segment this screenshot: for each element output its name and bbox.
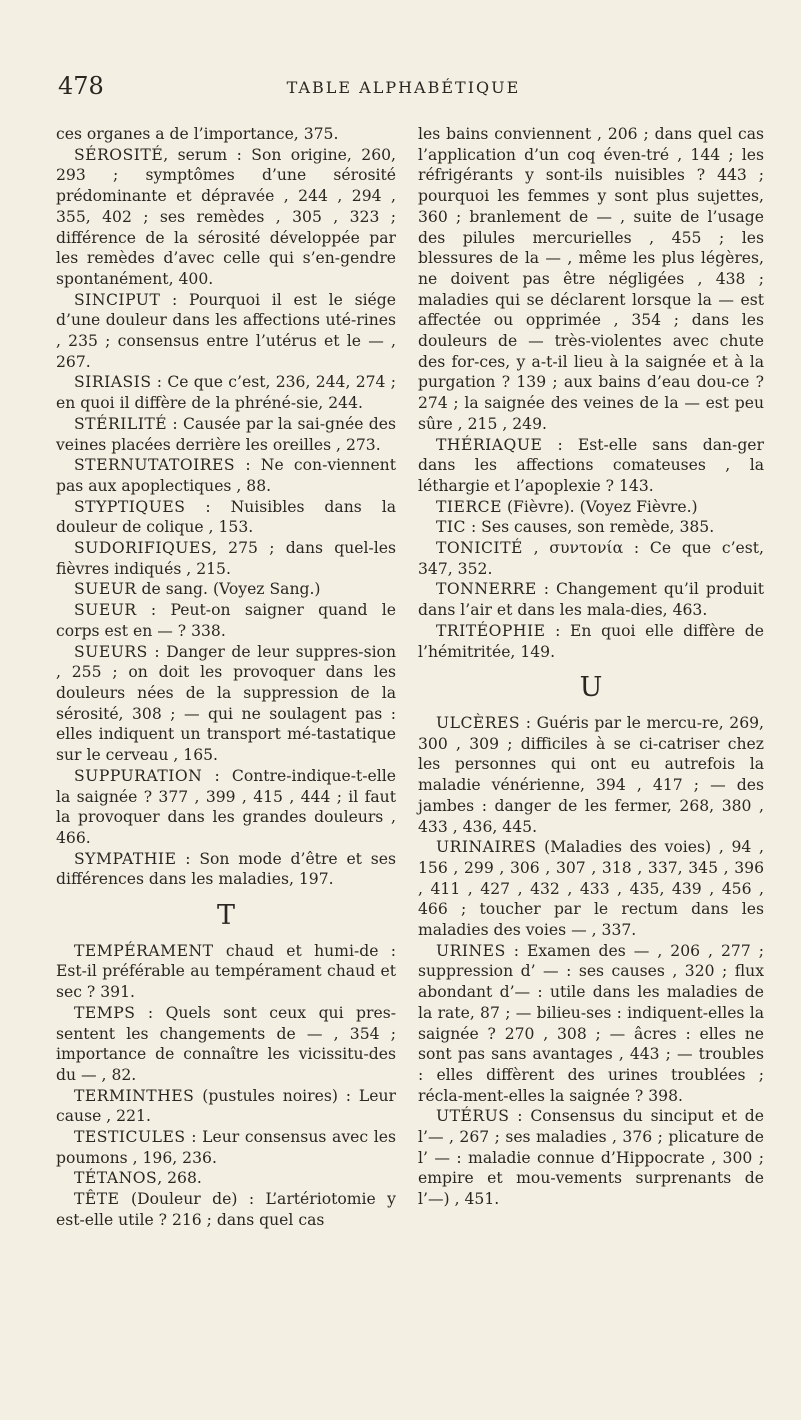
entry-text: (Fièvre). (Voyez Fièvre.): [502, 497, 698, 516]
index-entry: [418, 713, 764, 837]
index-entry: [418, 497, 764, 518]
entry-text: de sang. (Voyez Sang.): [136, 580, 321, 599]
entry-headword: TRITÉOPHIE: [436, 621, 546, 640]
entry-headword: TONICITÉ: [436, 539, 523, 558]
index-entry: [56, 414, 396, 455]
entry-text: : Examen des — , 206 , 277 ; suppression d’ — : ses causes , 320 ; flux abondant d’— : utile dans les maladies de la rate, 87 ; — bilieu-ses : indiquent-elles la saignée ? 270 , 308 ; — âcres : elles ne sont pas sans avantages , 443 ; — troubles : elles diffèrent des urines troublées ; récla-ment-elles la saignée ? 398.: [418, 941, 764, 1105]
entry-text: , 275 ; dans quel-les fièvres indiqués , 215.: [56, 539, 396, 578]
entry-text: : Pourquoi il est le siége d’une douleur dans les affections uté-rines , 235 ; consensus entre l’utérus et le — , 267.: [56, 290, 396, 371]
entry-headword: SUPPURATION: [74, 766, 203, 785]
entry-headword: URINES: [436, 941, 506, 960]
entry-headword: UTÉRUS: [436, 1107, 510, 1126]
entry-headword: URINAIRES: [436, 838, 537, 857]
entry-headword: TEMPÉRAMENT: [74, 941, 214, 960]
index-entry: [56, 1189, 396, 1230]
entry-headword: TIC: [436, 518, 466, 537]
index-entry: [56, 497, 396, 538]
index-entry: [56, 1168, 396, 1189]
index-entry: [56, 600, 396, 641]
running-title: TABLE ALPHABÉTIQUE: [286, 78, 521, 97]
entry-headword: SINCIPUT: [74, 290, 161, 309]
entry-text: : Danger de leur suppres-sion , 255 ; on doit les provoquer dans les douleurs nées de la suppression de la sérosité, 308 ; — qui ne soulagent pas : elles indiquent un transport mé-tastatique sur le cerveau , 165.: [56, 642, 396, 765]
index-entry: [56, 849, 396, 890]
index-entry: [56, 538, 396, 579]
index-entry: [56, 941, 396, 1003]
index-entry: [56, 642, 396, 766]
index-entry: [56, 1086, 396, 1127]
entry-text: : Peut-on saigner quand le corps est en — ? 338.: [56, 601, 396, 640]
right-column: [418, 124, 764, 1210]
entry-headword: TEMPS: [74, 1003, 136, 1022]
entry-headword: STYPTIQUES: [74, 497, 186, 516]
entry-text: les bains conviennent , 206 ; dans quel cas l’application d’un coq éven-tré , 144 ; les réfrigérants y sont-ils nuisibles ? 443 ; pourquoi les femmes y sont plus sujettes, 360 ; branlement de — , suite de l’usage des pilules mercurielles , 455 ; les blessures de la — , même les plus légères, ne doivent pas être négligées , 438 ; maladies qui se déclarent lorsque la — est affectée ou opprimée , 354 ; dans les douleurs de — très-violentes avec chute des for-ces, y a-t-il lieu à la saignée et à la purgation ? 139 ; aux bains d’eau dou-ce ? 274 ; la saignée des veines de la — est peu sûre , 215 , 249.: [418, 125, 764, 433]
index-entry: [418, 837, 764, 941]
entry-text: : En quoi elle diffère de l’hémitritée, 149.: [418, 621, 764, 661]
index-entry: [56, 372, 396, 413]
entry-text: : Ses causes, son remède, 385.: [466, 518, 715, 537]
entry-headword: SUEUR: [74, 580, 137, 599]
entry-text: : Changement qu’il produit dans l’air et dans les mala-dies, 463.: [418, 580, 764, 620]
entry-headword: TIERCE: [436, 497, 502, 516]
index-entry: [418, 517, 764, 538]
index-entry: [56, 1003, 396, 1086]
entry-text: : Ce que c’est, 236, 244, 274 ; en quoi il diffère de la phréné-sie, 244.: [56, 373, 396, 413]
section-letter: U: [579, 672, 603, 704]
entry-text: , 268.: [157, 1169, 202, 1188]
entry-headword: SIRIASIS: [74, 373, 152, 392]
index-entry: [418, 579, 764, 620]
entry-text: : Guéris par le mercu-re, 269, 300 , 309 ; difficiles à se ci-catriser chez les personnes qui ont eu autrefois la maladie vénérienne, 394 , 417 ; — des jambes : danger de les fermer, 268, 380 , 433 , 436, 445.: [418, 713, 764, 836]
entry-text: : Contre-indique-t-elle la saignée ? 377 , 399 , 415 , 444 ; il faut la provoquer dans les grandes douleurs , 466.: [56, 766, 396, 847]
index-entry: [56, 290, 396, 373]
entry-text: : Est-elle sans dan-ger dans les affections comateuses , la léthargie et l’apoplexie ? 143.: [418, 435, 764, 495]
entry-text: : Quels sont ceux qui pres-sentent les changements de — , 354 ; importance de connaître les vicissitu-des du — , 82.: [56, 1003, 396, 1084]
index-entry: [418, 1106, 764, 1210]
page-header: [58, 72, 749, 102]
entry-headword: SUEUR: [74, 601, 137, 620]
entry-headword: SUEURS: [74, 642, 148, 661]
entry-text: : Ne con-viennent pas aux apoplectiques , 88.: [56, 456, 396, 495]
entry-text: (Maladies des voies) , 94 , 156 , 299 , 306 , 307 , 318 , 337, 345 , 396 , 411 , 427 , 432 , 433 , 435, 439 , 456 , 466 ; toucher par le rectum dans les maladies des voies — , 337.: [418, 838, 764, 940]
entry-text: (Douleur de) : L’artériotomie y est-elle utile ? 216 ; dans quel cas: [56, 1190, 396, 1229]
left-column: [56, 124, 396, 1231]
entry-text: ces organes a de l’importance, 375.: [56, 125, 339, 143]
entry-headword: THÉRIAQUE: [436, 435, 543, 454]
index-entry: [418, 621, 764, 662]
entry-headword: SYMPATHIE: [74, 849, 177, 868]
entry-headword: TÊTE: [74, 1190, 120, 1209]
entry-text: : Leur consensus avec les poumons , 196, 236.: [56, 1128, 396, 1167]
index-entry: [56, 455, 396, 496]
entry-text: : Nuisibles dans la douleur de colique , 153.: [56, 497, 396, 537]
entry-text: chaud et humi-de : Est-il préférable au tempérament chaud et sec ? 391.: [56, 941, 396, 1002]
index-entry: [56, 145, 396, 290]
index-entry: [418, 124, 764, 435]
entry-headword: SUDORIFIQUES: [74, 539, 212, 558]
entry-headword: TERMINTHES: [74, 1086, 195, 1105]
page-number: 478: [58, 72, 104, 100]
entry-headword: TÉTANOS: [74, 1169, 158, 1188]
entry-headword: STERNUTATOIRES: [74, 456, 236, 475]
index-entry: [56, 579, 396, 600]
index-entry: [418, 941, 764, 1107]
section-letter: T: [216, 900, 235, 932]
entry-headword: TESTICULES: [74, 1128, 186, 1147]
entry-headword: ULCÈRES: [436, 713, 521, 732]
index-entry: [418, 538, 764, 579]
entry-text: : Consensus du sinciput et de l’— , 267 ; ses maladies , 376 ; plicature de l’ — : maladie connue d’Hippocrate , 300 ; empire et mou-vements surprenants de l’—) , 451.: [418, 1107, 764, 1209]
index-entry: [56, 1127, 396, 1168]
entry-headword: TONNERRE: [436, 580, 537, 599]
entry-text: : Causée par la sai-gnée des veines placées derrière les oreilles , 273.: [56, 414, 396, 454]
index-entry: [418, 435, 764, 497]
index-entry: [56, 766, 396, 849]
entry-headword: SÉROSITÉ: [74, 145, 164, 164]
entry-text: : Son mode d’être et ses différences dans les maladies, 197.: [56, 849, 396, 889]
entry-text: (pustules noires) : Leur cause , 221.: [56, 1086, 396, 1126]
entry-text: , serum : Son origine, 260, 293 ; symptômes d’une sérosité prédominante et dépravée , 244 , 294 , 355, 402 ; ses remèdes , 305 , 323 ; différence de la sérosité développée par les remèdes d’avec celle qui s’en-gendre spontanément, 400.: [56, 145, 396, 288]
entry-headword: STÉRILITÉ: [74, 414, 168, 433]
index-entry: [56, 124, 396, 145]
entry-text: , συντονία : Ce que c’est, 347, 352.: [418, 539, 764, 578]
